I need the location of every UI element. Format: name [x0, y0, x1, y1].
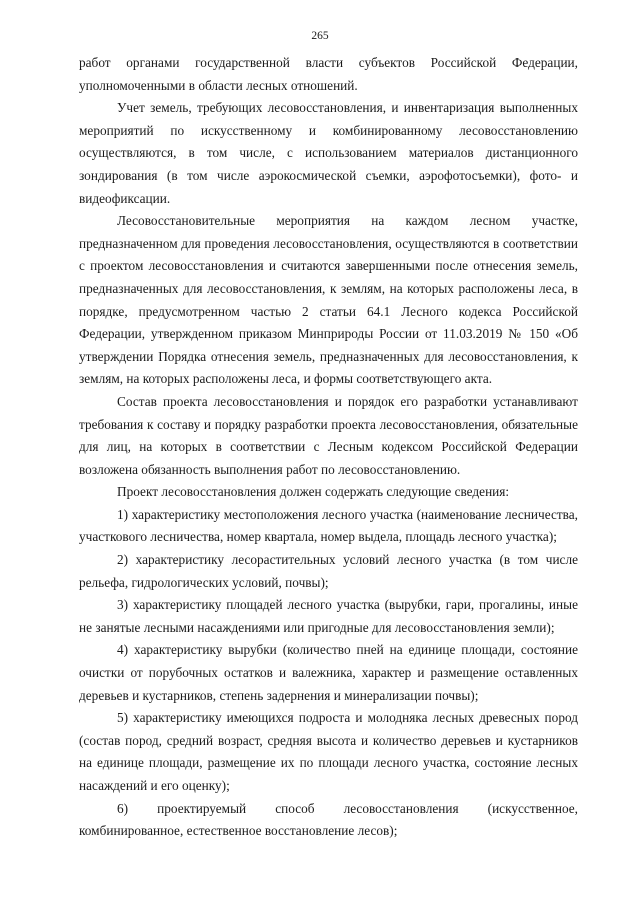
- list-item-4: 4) характеристику вырубки (количество пней на единице площади, состояние очистки от порубочных остатков и валежника, характер и размещение оставленных деревьев и кустарников, степень задернения и минерализации почвы);: [79, 642, 578, 703]
- list-item-2: 2) характеристику лесорастительных условий лесного участка (в том числе рельефа, гидрологических условий, почвы);: [79, 552, 578, 590]
- list-item-6: 6) проектируемый способ лесовосстановления (искусственное, комбинированное, естественное восстановление лесов);: [79, 800, 578, 839]
- list-item-5: 5) характеристику имеющихся подроста и молодняка лесных древесных пород (состав пород, средний возраст, средняя высота и количество деревьев и кустарников на единице площади, размещение их по площади лесного участка, состояние лесных насаждений и его оценку);: [79, 710, 578, 793]
- page-number: 265: [311, 30, 329, 42]
- paragraph-continuation: работ органами государственной власти субъектов Российской Федерации, уполномоченными в области лесных отношений.: [79, 55, 578, 93]
- list-item-1: 1) характеристику местоположения лесного участка (наименование лесничества, участкового лесничества, номер квартала, номер выдела, площадь лесного участка);: [79, 506, 578, 545]
- document-body: [79, 52, 578, 843]
- paragraph-measures: Лесовосстановительные мероприятия на каждом лесном участке, предназначенном для проведения лесовосстановления, осуществляются в соответствии с проектом лесовосстановления и считаются завершенными после отнесения земель, предназначенных для лесовосстановления, к землям, на которых расположены леса, в порядке, предусмотренном частью 2 статьи 64.1 Лесного кодекса Российской Федерации, утвержденном приказом Минприроды России от 11.03.2019 № 150 «Об утверждении Порядка отнесения земель, предназначенных для лесовосстановления, к землям, на которых расположены леса, и формы соответствующего акта.: [79, 213, 578, 387]
- paragraph-project-composition: Состав проекта лесовосстановления и порядок его разработки устанавливают требования к составу и порядку разработки проекта лесовосстановления, обязательные для лиц, на которых в соответствии с Лесным кодексом Российской Федерации возложена обязанность выполнения работ по лесовосстановлению.: [79, 393, 578, 477]
- list-item-3: 3) характеристику площадей лесного участка (вырубки, гари, прогалины, иные не занятые лесными насаждениями или пригодные для лесовосстановления земли);: [79, 597, 578, 635]
- paragraph-accounting: Учет земель, требующих лесовосстановления, и инвентаризация выполненных мероприятий по искусственному и комбинированному лесовосстановлению осуществляются, в том числе, с использованием материалов дистанционного зондирования (в том числе аэрокосмической съемки, аэрофотосъемки), фото- и видеофиксации.: [79, 100, 578, 206]
- paragraph-project-contents-intro: Проект лесовосстановления должен содержать следующие сведения:: [117, 484, 510, 500]
